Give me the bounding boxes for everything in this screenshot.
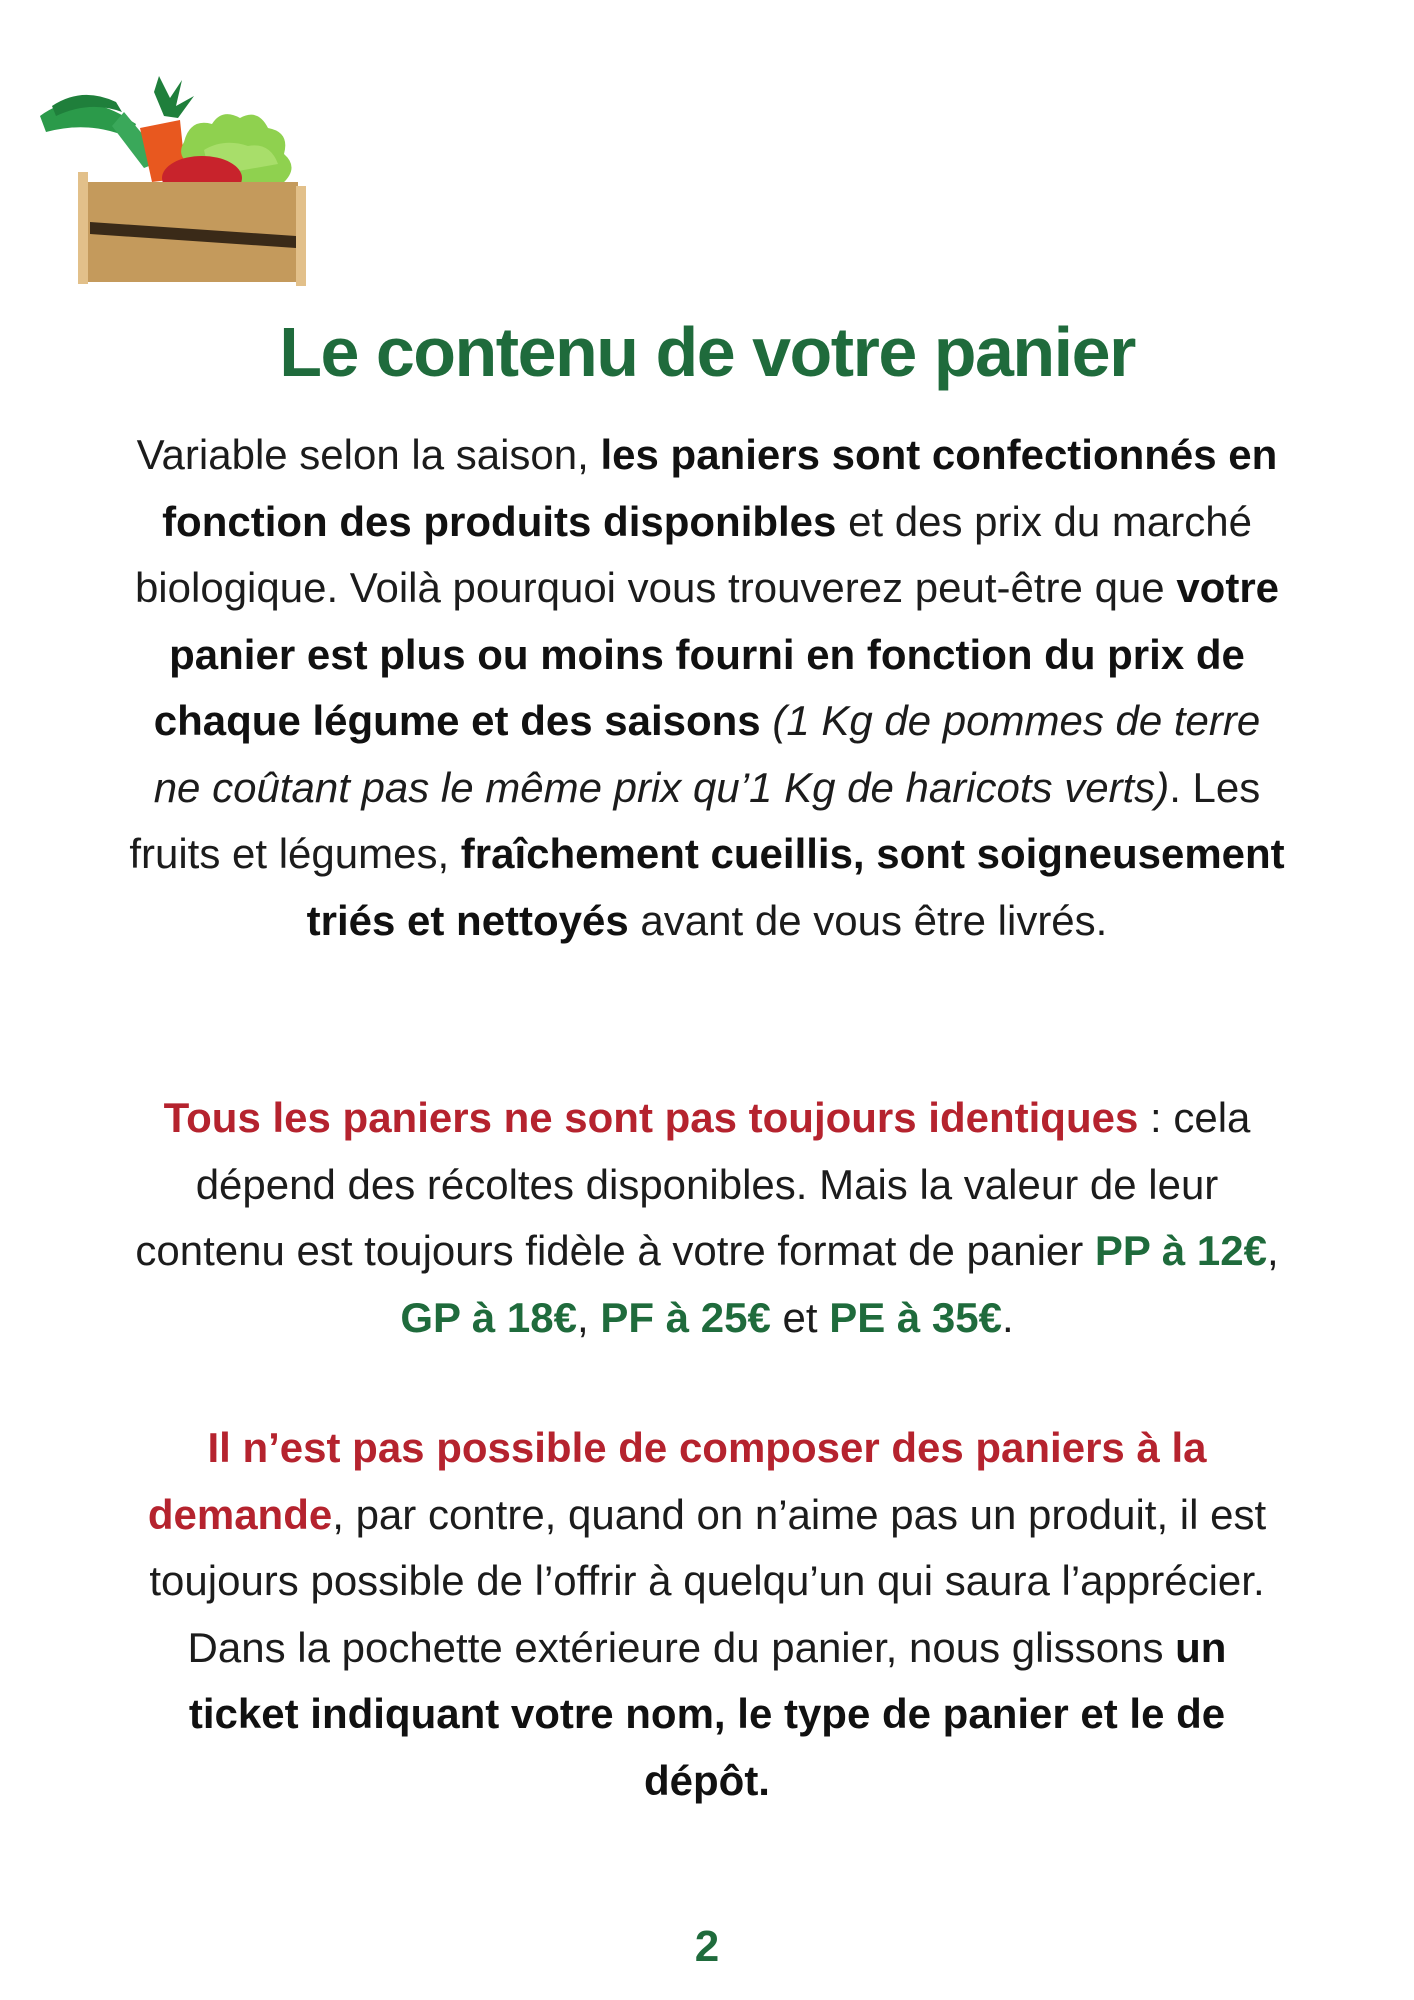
bold-text: les paniers sont confectionnés en fonction des produits disponibles bbox=[162, 431, 1278, 545]
text-segment: , bbox=[1266, 1227, 1279, 1274]
vegetable-crate-icon bbox=[34, 72, 314, 287]
text-segment: Variable selon la saison, bbox=[136, 431, 601, 478]
text-segment: et bbox=[770, 1293, 830, 1341]
page-title: Le contenu de votre panier bbox=[279, 313, 1135, 391]
price-pp: PP à 12€ bbox=[1094, 1227, 1267, 1274]
italic-text: (1 Kg de pommes de terre ne coûtant pas le même prix qu’1 Kg de haricots verts) bbox=[153, 697, 1261, 811]
price-gp: GP à 18€ bbox=[400, 1293, 578, 1341]
text-segment bbox=[761, 697, 773, 744]
text-segment: , bbox=[577, 1293, 601, 1341]
paragraph-basket-content bbox=[127, 422, 1287, 954]
red-highlight-text: Il n’est pas possible de composer des paniers à la demande bbox=[147, 1424, 1207, 1538]
text-segment: . Les fruits et légumes, bbox=[129, 763, 1261, 877]
paragraph-basket-composition bbox=[127, 1415, 1287, 1814]
paragraph-basket-variation bbox=[127, 1085, 1287, 1351]
text-segment: . bbox=[1002, 1293, 1014, 1341]
bold-text: votre panier est plus ou moins fourni en fonction du prix de chaque légume et des saisons bbox=[153, 564, 1280, 744]
red-highlight-text: Tous les paniers ne sont pas toujours identiques bbox=[163, 1094, 1139, 1141]
bold-text: fraîchement cueillis, sont soigneusement triés et nettoyés bbox=[306, 830, 1285, 944]
text-segment: avant de vous être livrés. bbox=[628, 896, 1108, 944]
price-pe: PE à 35€ bbox=[829, 1293, 1002, 1341]
text-segment: et des prix du marché biologique. Voilà pourquoi vous trouverez peut-être que bbox=[134, 497, 1252, 611]
bold-text: un ticket indiquant votre nom, le type de panier et le de dépôt. bbox=[188, 1623, 1227, 1804]
text-segment: , par contre, quand on n’aime pas un produit, il est toujours possible de l’offrir à quelqu’un qui saura l’apprécier. Dans la pochette extérieure du panier, nous glissons bbox=[149, 1490, 1267, 1671]
page-number: 2 bbox=[694, 1922, 720, 1971]
text-segment: : cela dépend des récoltes disponibles. Mais la valeur de leur contenu est toujours fidèle à votre format de panier bbox=[135, 1094, 1251, 1274]
price-pf: PF à 25€ bbox=[600, 1293, 771, 1341]
